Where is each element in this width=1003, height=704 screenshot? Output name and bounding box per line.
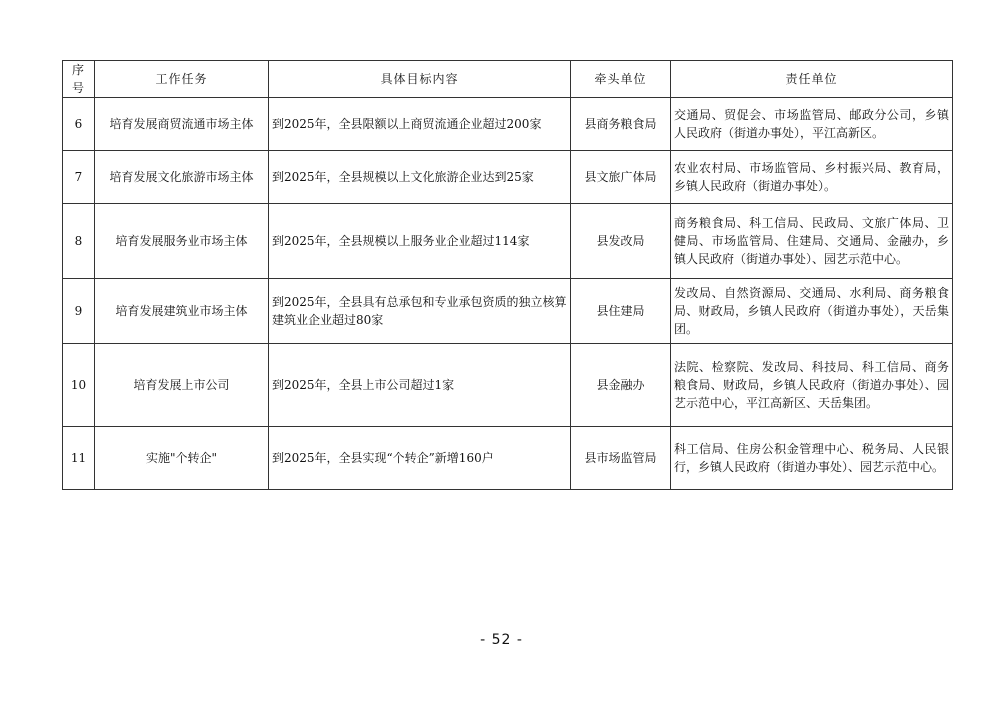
cell-serial-number: 9 bbox=[63, 279, 95, 344]
cell-serial-number: 10 bbox=[63, 344, 95, 427]
cell-target-content: 到2025年，全县限额以上商贸流通企业超过200家 bbox=[269, 98, 571, 151]
table-row bbox=[63, 279, 953, 344]
cell-serial-number: 11 bbox=[63, 427, 95, 490]
cell-lead-unit: 县住建局 bbox=[571, 279, 671, 344]
cell-responsible-units: 发改局、自然资源局、交通局、水利局、商务粮食局、财政局，乡镇人民政府（街道办事处），天岳集团。 bbox=[671, 279, 953, 344]
header-target-content: 具体目标内容 bbox=[269, 61, 571, 98]
cell-lead-unit: 县市场监管局 bbox=[571, 427, 671, 490]
cell-work-task: 实施"个转企" bbox=[95, 427, 269, 490]
cell-serial-number: 7 bbox=[63, 151, 95, 204]
page-number: - 52 - bbox=[480, 632, 523, 648]
cell-work-task: 培育发展建筑业市场主体 bbox=[95, 279, 269, 344]
cell-lead-unit: 县金融办 bbox=[571, 344, 671, 427]
cell-target-content: 到2025年，全县具有总承包和专业承包资质的独立核算建筑业企业超过80家 bbox=[269, 279, 571, 344]
table-row bbox=[63, 204, 953, 279]
cell-lead-unit: 县文旅广体局 bbox=[571, 151, 671, 204]
table-header-row bbox=[63, 61, 953, 98]
cell-serial-number: 8 bbox=[63, 204, 95, 279]
header-responsible-units: 责任单位 bbox=[671, 61, 953, 98]
cell-work-task: 培育发展服务业市场主体 bbox=[95, 204, 269, 279]
header-serial-number: 序号 bbox=[63, 61, 95, 98]
table-row bbox=[63, 151, 953, 204]
cell-responsible-units: 农业农村局、市场监管局、乡村振兴局、教育局，乡镇人民政府（街道办事处）。 bbox=[671, 151, 953, 204]
cell-target-content: 到2025年，全县实现“个转企”新增160户 bbox=[269, 427, 571, 490]
cell-target-content: 到2025年，全县上市公司超过1家 bbox=[269, 344, 571, 427]
cell-responsible-units: 科工信局、住房公积金管理中心、税务局、人民银行，乡镇人民政府（街道办事处）、园艺示范中心。 bbox=[671, 427, 953, 490]
cell-lead-unit: 县发改局 bbox=[571, 204, 671, 279]
table-row bbox=[63, 344, 953, 427]
task-table bbox=[62, 60, 953, 490]
header-lead-unit: 牵头单位 bbox=[571, 61, 671, 98]
cell-target-content: 到2025年，全县规模以上文化旅游企业达到25家 bbox=[269, 151, 571, 204]
cell-work-task: 培育发展商贸流通市场主体 bbox=[95, 98, 269, 151]
cell-responsible-units: 法院、检察院、发改局、科技局、科工信局、商务粮食局、财政局，乡镇人民政府（街道办事处）、园艺示范中心，平江高新区、天岳集团。 bbox=[671, 344, 953, 427]
table-row bbox=[63, 98, 953, 151]
task-table-container bbox=[62, 60, 952, 490]
cell-lead-unit: 县商务粮食局 bbox=[571, 98, 671, 151]
cell-responsible-units: 交通局、贸促会、市场监管局、邮政分公司，乡镇人民政府（街道办事处），平江高新区。 bbox=[671, 98, 953, 151]
cell-serial-number: 6 bbox=[63, 98, 95, 151]
cell-responsible-units: 商务粮食局、科工信局、民政局、文旅广体局、卫健局、市场监管局、住建局、交通局、金融办，乡镇人民政府（街道办事处）、园艺示范中心。 bbox=[671, 204, 953, 279]
cell-work-task: 培育发展上市公司 bbox=[95, 344, 269, 427]
cell-target-content: 到2025年，全县规模以上服务业企业超过114家 bbox=[269, 204, 571, 279]
cell-work-task: 培育发展文化旅游市场主体 bbox=[95, 151, 269, 204]
table-row bbox=[63, 427, 953, 490]
header-work-task: 工作任务 bbox=[95, 61, 269, 98]
